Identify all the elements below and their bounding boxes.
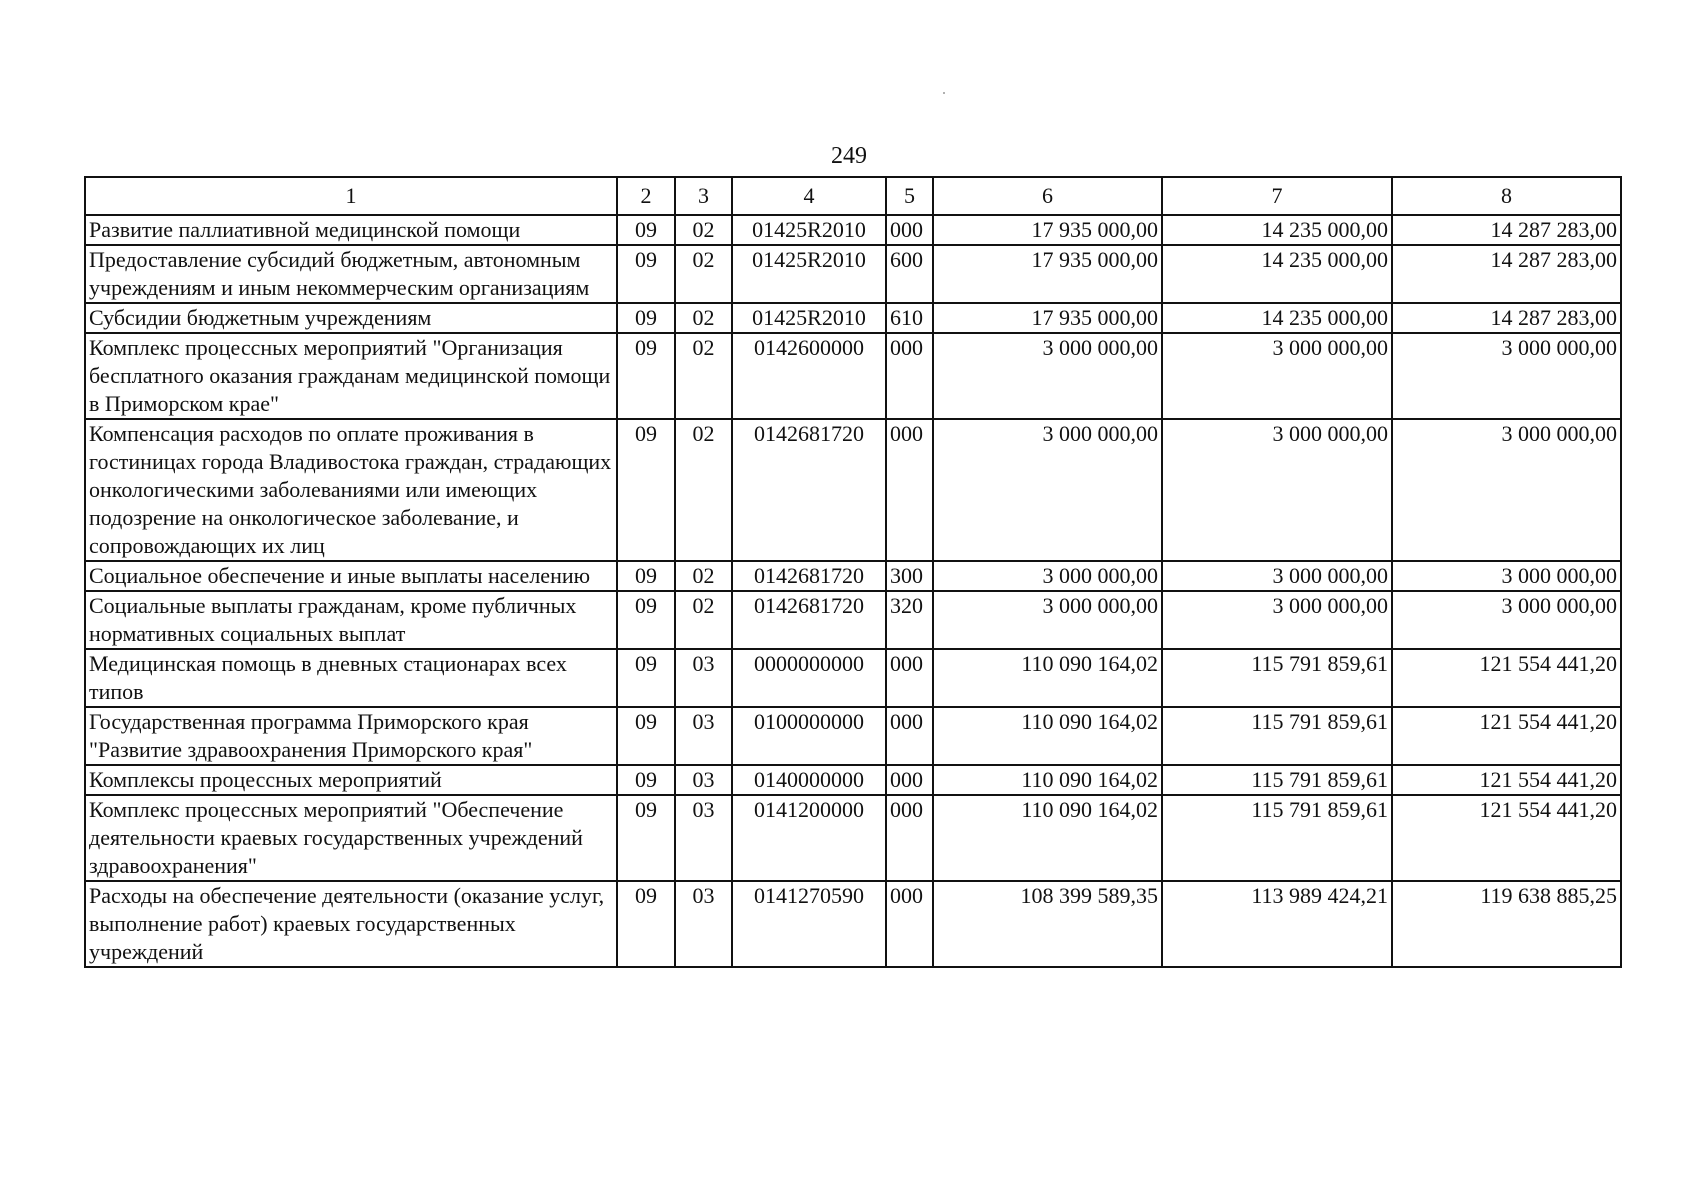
row-target-article: 0141200000: [732, 795, 886, 881]
row-expense-type: 320: [886, 591, 933, 649]
row-amount-6: 3 000 000,00: [933, 419, 1162, 561]
row-subsection: 03: [675, 795, 732, 881]
column-header-5: 5: [886, 177, 933, 215]
table-row: [85, 303, 1621, 333]
row-target-article: 0100000000: [732, 707, 886, 765]
row-name: Государственная программа Приморского края "Развитие здравоохранения Приморского края": [85, 707, 617, 765]
row-expense-type: 000: [886, 707, 933, 765]
row-amount-7: 113 989 424,21: [1162, 881, 1392, 967]
row-target-article: 0000000000: [732, 649, 886, 707]
row-target-article: 0142681720: [732, 591, 886, 649]
row-expense-type: 000: [886, 419, 933, 561]
row-section: 09: [617, 765, 675, 795]
row-section: 09: [617, 561, 675, 591]
row-name: Комплекс процессных мероприятий "Организация бесплатного оказания гражданам медицинской помощи в Приморском крае": [85, 333, 617, 419]
row-section: 09: [617, 215, 675, 245]
row-expense-type: 000: [886, 215, 933, 245]
row-amount-8: 14 287 283,00: [1392, 303, 1621, 333]
row-target-article: 0142681720: [732, 419, 886, 561]
row-name: Социальное обеспечение и иные выплаты населению: [85, 561, 617, 591]
row-subsection: 03: [675, 765, 732, 795]
row-amount-6: 3 000 000,00: [933, 333, 1162, 419]
row-amount-7: 3 000 000,00: [1162, 591, 1392, 649]
row-subsection: 02: [675, 591, 732, 649]
row-amount-6: 3 000 000,00: [933, 561, 1162, 591]
column-header-3: 3: [675, 177, 732, 215]
row-target-article: 0142600000: [732, 333, 886, 419]
row-name: Комплексы процессных мероприятий: [85, 765, 617, 795]
row-amount-6: 17 935 000,00: [933, 245, 1162, 303]
page-number: 249: [831, 143, 867, 169]
row-section: 09: [617, 707, 675, 765]
table-row: [85, 215, 1621, 245]
row-subsection: 02: [675, 333, 732, 419]
row-subsection: 03: [675, 707, 732, 765]
column-header-2: 2: [617, 177, 675, 215]
row-amount-8: 3 000 000,00: [1392, 419, 1621, 561]
table-row: [85, 245, 1621, 303]
row-target-article: 01425R2010: [732, 215, 886, 245]
column-header-7: 7: [1162, 177, 1392, 215]
row-target-article: 01425R2010: [732, 303, 886, 333]
row-amount-6: 110 090 164,02: [933, 707, 1162, 765]
row-amount-7: 3 000 000,00: [1162, 561, 1392, 591]
table-row: [85, 419, 1621, 561]
row-name: Социальные выплаты гражданам, кроме публичных нормативных социальных выплат: [85, 591, 617, 649]
row-amount-7: 115 791 859,61: [1162, 795, 1392, 881]
column-header-4: 4: [732, 177, 886, 215]
row-amount-6: 110 090 164,02: [933, 649, 1162, 707]
row-subsection: 03: [675, 649, 732, 707]
row-subsection: 02: [675, 561, 732, 591]
row-amount-8: 3 000 000,00: [1392, 333, 1621, 419]
table-row: [85, 561, 1621, 591]
row-section: 09: [617, 419, 675, 561]
row-amount-7: 14 235 000,00: [1162, 215, 1392, 245]
row-section: 09: [617, 333, 675, 419]
row-amount-6: 17 935 000,00: [933, 303, 1162, 333]
row-name: Компенсация расходов по оплате проживания в гостиницах города Владивостока граждан, страдающих онкологическими заболеваниями или имеющих подозрение на онкологическое заболевание, и сопровождающих их лиц: [85, 419, 617, 561]
row-amount-6: 110 090 164,02: [933, 795, 1162, 881]
table-row: [85, 795, 1621, 881]
column-header-1: 1: [85, 177, 617, 215]
row-name: Предоставление субсидий бюджетным, автономным учреждениям и иным некоммерческим организациям: [85, 245, 617, 303]
row-amount-8: 121 554 441,20: [1392, 707, 1621, 765]
table-row: [85, 649, 1621, 707]
table-row: [85, 707, 1621, 765]
row-name: Развитие паллиативной медицинской помощи: [85, 215, 617, 245]
row-amount-8: 3 000 000,00: [1392, 591, 1621, 649]
row-subsection: 02: [675, 419, 732, 561]
header-row: [85, 177, 1621, 215]
row-amount-7: 14 235 000,00: [1162, 245, 1392, 303]
row-amount-8: 121 554 441,20: [1392, 765, 1621, 795]
row-amount-8: 121 554 441,20: [1392, 649, 1621, 707]
row-subsection: 02: [675, 303, 732, 333]
row-section: 09: [617, 795, 675, 881]
row-expense-type: 000: [886, 649, 933, 707]
row-name: Медицинская помощь в дневных стационарах всех типов: [85, 649, 617, 707]
row-amount-6: 3 000 000,00: [933, 591, 1162, 649]
row-section: 09: [617, 303, 675, 333]
row-section: 09: [617, 591, 675, 649]
table-row: [85, 881, 1621, 967]
budget-table: [84, 176, 1622, 968]
row-amount-7: 115 791 859,61: [1162, 649, 1392, 707]
row-expense-type: 610: [886, 303, 933, 333]
row-amount-6: 110 090 164,02: [933, 765, 1162, 795]
row-expense-type: 300: [886, 561, 933, 591]
row-target-article: 0140000000: [732, 765, 886, 795]
column-header-6: 6: [933, 177, 1162, 215]
row-amount-6: 17 935 000,00: [933, 215, 1162, 245]
row-amount-6: 108 399 589,35: [933, 881, 1162, 967]
row-subsection: 02: [675, 215, 732, 245]
row-target-article: 0141270590: [732, 881, 886, 967]
row-section: 09: [617, 881, 675, 967]
row-section: 09: [617, 649, 675, 707]
row-amount-7: 115 791 859,61: [1162, 765, 1392, 795]
row-name: Субсидии бюджетным учреждениям: [85, 303, 617, 333]
row-amount-8: 3 000 000,00: [1392, 561, 1621, 591]
row-amount-8: 14 287 283,00: [1392, 215, 1621, 245]
row-subsection: 03: [675, 881, 732, 967]
row-amount-7: 3 000 000,00: [1162, 333, 1392, 419]
row-expense-type: 600: [886, 245, 933, 303]
row-name: Расходы на обеспечение деятельности (оказание услуг, выполнение работ) краевых государственных учреждений: [85, 881, 617, 967]
row-subsection: 02: [675, 245, 732, 303]
row-amount-8: 14 287 283,00: [1392, 245, 1621, 303]
row-amount-8: 121 554 441,20: [1392, 795, 1621, 881]
row-expense-type: 000: [886, 765, 933, 795]
row-name: Комплекс процессных мероприятий "Обеспечение деятельности краевых государственных учреждений здравоохранения": [85, 795, 617, 881]
table-row: [85, 591, 1621, 649]
row-target-article: 0142681720: [732, 561, 886, 591]
row-target-article: 01425R2010: [732, 245, 886, 303]
row-expense-type: 000: [886, 795, 933, 881]
row-amount-7: 3 000 000,00: [1162, 419, 1392, 561]
row-expense-type: 000: [886, 333, 933, 419]
column-header-8: 8: [1392, 177, 1621, 215]
scan-speck: [943, 92, 945, 94]
row-amount-8: 119 638 885,25: [1392, 881, 1621, 967]
table-row: [85, 765, 1621, 795]
row-amount-7: 115 791 859,61: [1162, 707, 1392, 765]
row-amount-7: 14 235 000,00: [1162, 303, 1392, 333]
row-expense-type: 000: [886, 881, 933, 967]
table-row: [85, 333, 1621, 419]
row-section: 09: [617, 245, 675, 303]
